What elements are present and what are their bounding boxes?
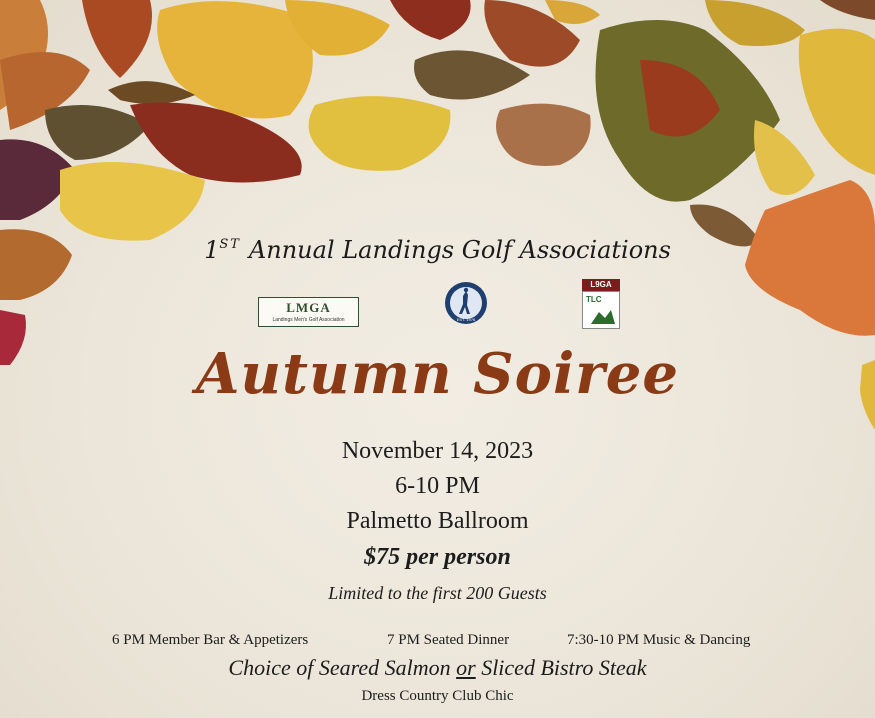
- schedule-item: 6 PM Member Bar & Appetizers: [112, 632, 309, 648]
- lga-logo: [582, 279, 620, 329]
- event-venue: Palmetto Ballroom: [346, 508, 529, 534]
- event-time: 6-10 PM: [395, 473, 480, 499]
- event-headline: [0, 236, 875, 264]
- lga-crest-icon: [583, 302, 619, 328]
- lga-logo-top: L9GA: [582, 279, 620, 291]
- lmga-logo-title: LMGA: [286, 300, 331, 315]
- dress-code: Dress Country Club Chic: [361, 688, 514, 704]
- schedule-item: 7:30-10 PM Music & Dancing: [567, 632, 751, 648]
- menu-option-a: Choice of Seared Salmon: [228, 655, 451, 680]
- headline-ordinal: 1: [204, 236, 220, 264]
- lga-logo-mark: TLC: [586, 295, 602, 304]
- headline-ordinal-suffix: ST: [219, 237, 241, 252]
- guest-limit: Limited to the first 200 Guests: [328, 583, 547, 603]
- menu-choice: [0, 655, 875, 681]
- event-title: Autumn Soiree: [195, 341, 680, 407]
- event-date: November 14, 2023: [341, 438, 534, 464]
- lwga-logo-text: EST. 1976: [456, 317, 476, 322]
- event-price: $75 per person: [364, 544, 511, 570]
- event-schedule: [0, 632, 875, 652]
- lga-logo-body: [582, 291, 620, 329]
- headline-text: Annual Landings Golf Associations: [248, 236, 671, 264]
- schedule-item: 7 PM Seated Dinner: [387, 632, 510, 648]
- lmga-logo: [258, 297, 359, 327]
- lwga-logo: [444, 281, 488, 325]
- menu-conjunction: or: [456, 655, 476, 680]
- menu-option-b: Sliced Bistro Steak: [481, 655, 647, 680]
- lmga-logo-subtitle: Landings Men's Golf Association: [272, 317, 345, 323]
